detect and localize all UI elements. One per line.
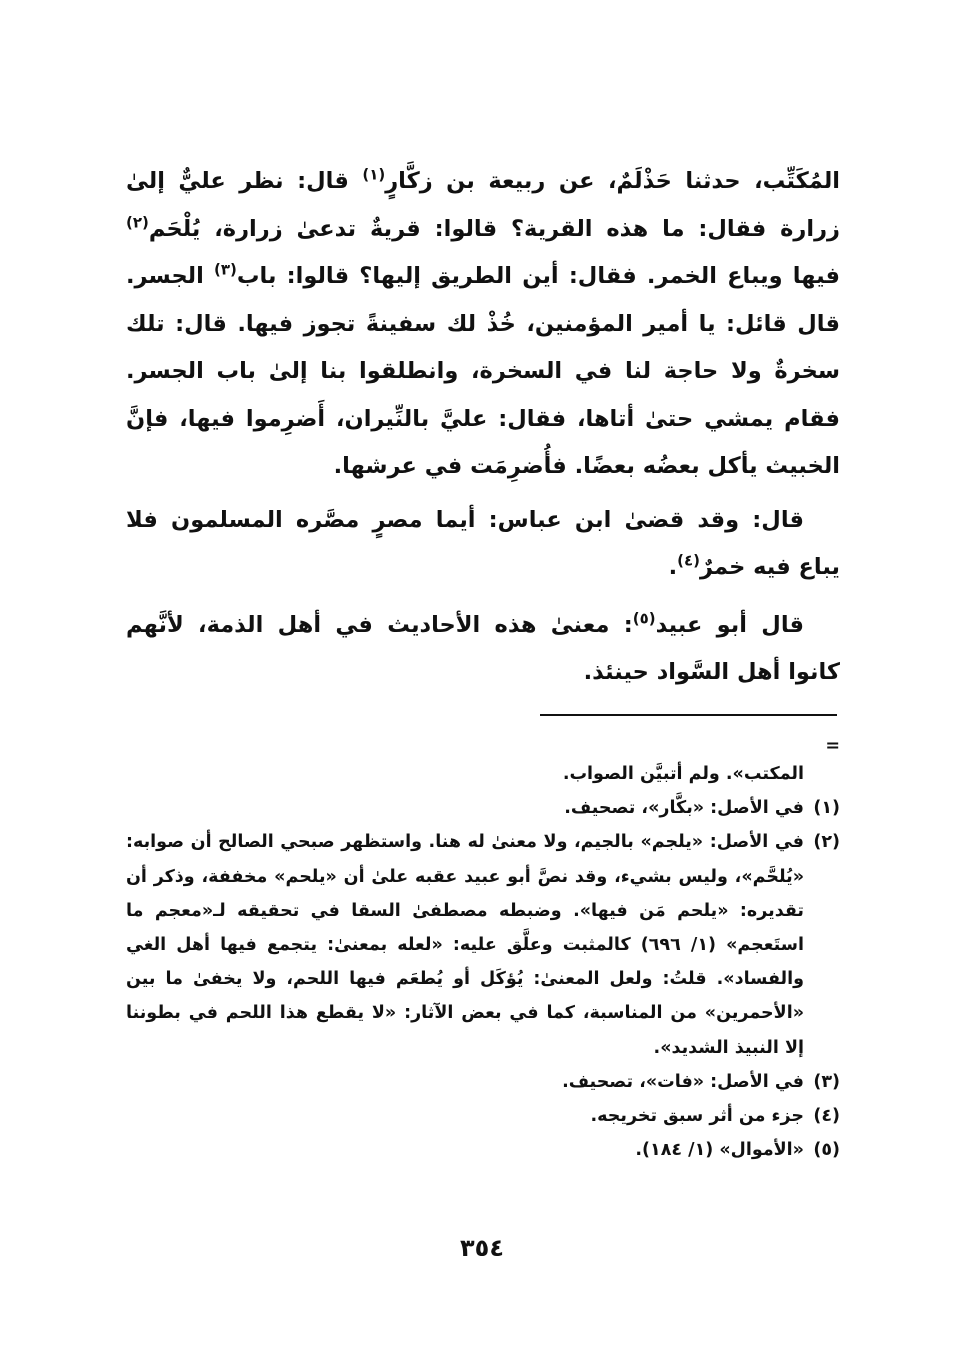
paragraph-3-part-b: : معنىٰ هذه الأحاديث في أهل الذمة، لأنَّهم كانوا أهل السَّواد حينئذ.: [126, 611, 840, 685]
footnote-text: «الأموال» (١/ ١٨٤).: [635, 1140, 804, 1161]
paragraph-2: [126, 497, 840, 592]
footnote-number: (٥): [813, 1140, 840, 1161]
main-text: [126, 158, 840, 697]
paragraph-2-part-a: قال: وقد قضىٰ ابن عباس: أيما مصرٍ مصَّره المسلمون فلا يباع فيه خمرٌ: [126, 506, 840, 580]
footnote-text: في الأصل: «يلجم» بالجيم، ولا معنىٰ له هنا. واستظهر صبحي الصالح أن صوابه: «يُلحَّم»، وليس بشيء، وقد نصَّ أبو عبيد عقبه علىٰ أن «يلحم» مخففة، وذكر أن تقديره: «يلحم مَن فيها». وضبطه مصطفىٰ السقا في تحقيقه لـ«معجم ما استَعجم» (١/ ٦٩٦) كالمثبت وعلَّق عليه: «لعله بمعنىٰ: يتجمع فيها أهل الغي والفساد». قلتُ: ولعل المعنىٰ: يُؤكَل أو يُطعَم فيها اللحم، ولا يخفىٰ ما بين «الأحمرين» من المناسبة، كما في بعض الآثار: «لا يقطع هذا اللحم في بطوننا إلا النبيذ الشديد».: [126, 832, 804, 1058]
page-number: ٣٥٤: [460, 1234, 504, 1262]
footnotes: [126, 735, 840, 1167]
footnote-ref-1: (١): [362, 165, 386, 184]
paragraph-1-part-a: المُكَتِّب، حدثنا حَذْلَمٌ، عن ربيعة بن زكَّارٍ: [385, 168, 841, 194]
footnote-number: (٤): [813, 1106, 840, 1127]
footnote-separator: [540, 714, 837, 716]
footnote-text: في الأصل: «فات»، تصحيف.: [562, 1071, 804, 1092]
paragraph-2-part-b: .: [668, 554, 678, 580]
footnote-ref-2: (٢): [126, 213, 149, 231]
paragraph-1: [126, 158, 840, 491]
footnote-list: [126, 791, 840, 1167]
footnote-ref-4: (٤): [677, 551, 701, 570]
paragraph-1-part-b: قال: نظر عليٌّ إلىٰ زرارة فقال: ما هذه القرية؟ قالوا: قريةٌ تدعىٰ زرارة، يُلْحَم: [126, 168, 840, 242]
footnote-ref-5: (٥): [632, 609, 656, 627]
footnote-text: في الأصل: «بكَّار»، تصحيف.: [564, 798, 804, 819]
footnote-item: [126, 1133, 840, 1167]
footnote-number: (١): [813, 798, 840, 819]
paragraph-3: [126, 602, 840, 697]
footnote-ref-3: (٣): [214, 260, 237, 279]
footnote-continuation-text: المكتب». ولم أتبيَّن الصواب.: [562, 764, 804, 784]
footnote-item: [126, 791, 840, 825]
footnote-item: [126, 825, 840, 1064]
footnote-item: [126, 1065, 840, 1099]
footnote-number: (٣): [813, 1071, 840, 1092]
footnote-text: جزء من أثر سبق تخريجه.: [590, 1106, 804, 1127]
paragraph-1-part-d: الجسر. قال قائل: يا أمير المؤمنين، خُذْ لك سفينةً تجوز فيها. قال: تلك سخرةٌ ولا حاجة لنا في السخرة، وانطلقوا بنا إلىٰ باب الجسر. فقام يمشي حتىٰ أتاها، فقال: عليَّ بالنِّيران، أَضرِموا فيها، فإنَّ الخبيث يأكل بعضُه بعضًا. فأُضرِمَت في عرشها.: [126, 263, 840, 479]
footnote-item: [126, 1099, 840, 1133]
footnote-number: (٢): [813, 832, 840, 853]
paragraph-1-part-c: فيها ويباع الخمر. فقال: أين الطريق إليها؟ قالوا: باب: [236, 263, 840, 289]
paragraph-3-part-a: قال أبو عبيد: [655, 611, 804, 638]
footnote-continuation-marker: =: [825, 736, 840, 756]
